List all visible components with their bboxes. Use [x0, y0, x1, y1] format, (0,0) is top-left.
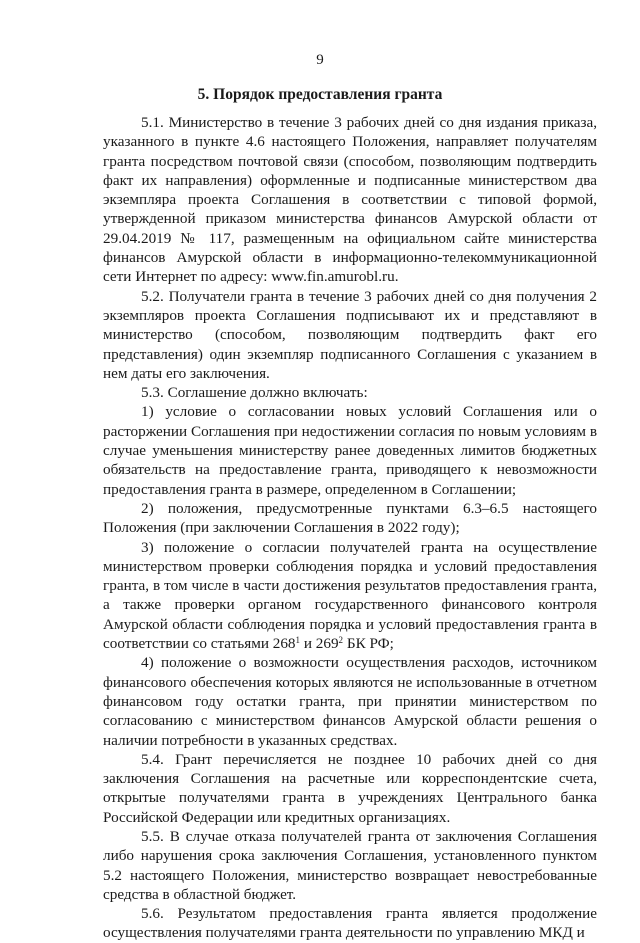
list-item-3-end: БК РФ;: [343, 635, 394, 653]
paragraph-5-4: 5.4. Грант перечисляется не позднее 10 рабочих дней со дня заключения Соглашения на расчетные или корреспондентские счета, открытые получателями гранта в учреждениях Центрального банка Российской Федерации или кредитных организациях.: [103, 750, 597, 826]
list-item-3: [103, 538, 597, 654]
page-number: 9: [316, 52, 324, 68]
superscript-2: 2: [338, 635, 344, 646]
paragraph-5-1: 5.1. Министерство в течение 3 рабочих дней со дня издания приказа, указанного в пункте 4.6 настоящего Положения, направляет получателям гранта посредством почтовой связи (способом, позволяющим подтвердить факт их направления) оформленные и подписанные министерством два экземпляра проекта Соглашения в соответствии с типовой формой, утвержденной приказом министерства финансов Амурской области от 29.04.2019 № 117, размещенным на официальном сайте министерства финансов Амурской области в информационно-телекоммуникационной сети Интернет по адресу: www.fin.amurobl.ru.: [103, 114, 597, 286]
document-body: [103, 113, 597, 943]
list-item-3-mid: и 269: [300, 635, 339, 653]
paragraph-5-6: 5.6. Результатом предоставления гранта является продолжение осуществления получателями гранта деятельности по управлению МКД и: [103, 905, 597, 942]
paragraph-5-5: 5.5. В случае отказа получателей гранта от заключения Соглашения либо нарушения срока заключения Соглашения, установленного пунктом 5.2 настоящего Положения, министерство возвращает невостребованные средства в областной бюджет.: [103, 827, 597, 903]
list-item-2: 2) положения, предусмотренные пунктами 6.3–6.5 настоящего Положения (при заключении Соглашения в 2022 году);: [103, 499, 597, 537]
paragraph-5-2: 5.2. Получатели гранта в течение 3 рабочих дней со дня получения 2 экземпляров проекта Соглашения подписывают их и представляют в министерство (способом, позволяющим подтвердить факт его представления) один экземпляр подписанного Соглашения с указанием в нем даты его заключения.: [103, 287, 597, 382]
section-heading: 5. Порядок предоставления гранта: [197, 86, 443, 103]
list-item-3-text: 3) положение о согласии получателей гранта на осуществление министерством проверки соблюдения порядка и условий предоставления гранта, в том числе в части достижения результатов предоставления гранта, а также проверки органом государственного финансового контроля Амурской области соблюдения порядка и условий предоставления гранта в соответствии со статьями 268: [103, 538, 597, 653]
list-item-1: 1) условие о согласовании новых условий Соглашения или о расторжении Соглашения при недостижении согласия по новым условиям в случае уменьшения министерству ранее доведенных лимитов бюджетных обязательств на предоставление гранта, приводящего к невозможности предоставления гранта в размере, определенном в Соглашении;: [103, 403, 597, 498]
superscript-1: 1: [295, 635, 301, 646]
list-item-4: 4) положение о возможности осуществления расходов, источником финансового обеспечения которых являются не использованные в отчетном финансовом году остатки гранта, при принятии министерством по согласованию с министерством финансов Амурской области решения о наличии потребности в указанных средствах.: [103, 654, 597, 749]
paragraph-5-3: 5.3. Соглашение должно включать:: [141, 384, 368, 402]
